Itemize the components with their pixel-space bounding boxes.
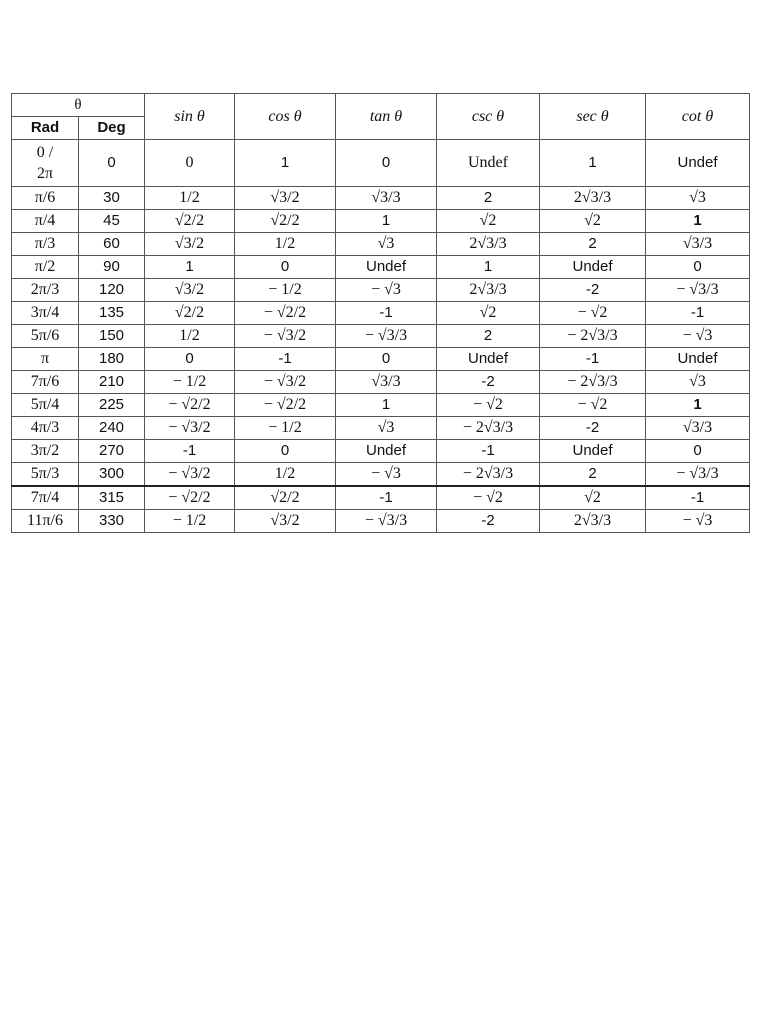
cell-cot: -1 xyxy=(646,486,750,510)
cell-tan: -1 xyxy=(336,302,437,325)
cell-cot: − √3/3 xyxy=(646,279,750,302)
cell-rad: 5π/6 xyxy=(12,325,79,348)
cell-deg: 90 xyxy=(79,256,145,279)
table-row xyxy=(12,279,750,302)
cell-sec: 1 xyxy=(540,140,646,187)
cell-csc: 2 xyxy=(437,325,540,348)
cell-sec: -1 xyxy=(540,348,646,371)
cell-sec: − 2√3/3 xyxy=(540,371,646,394)
cell-cot: √3/3 xyxy=(646,417,750,440)
table-row xyxy=(12,486,750,510)
cell-sin: 1/2 xyxy=(145,187,235,210)
cell-rad: 7π/6 xyxy=(12,371,79,394)
cell-sin: 0 xyxy=(145,348,235,371)
cell-rad: 3π/2 xyxy=(12,440,79,463)
cell-sec: √2 xyxy=(540,210,646,233)
cell-tan: -1 xyxy=(336,486,437,510)
cell-deg: 240 xyxy=(79,417,145,440)
cell-cos: 1/2 xyxy=(235,233,336,256)
trig-values-table xyxy=(11,93,750,533)
table-row xyxy=(12,256,750,279)
cell-sec: 2 xyxy=(540,233,646,256)
cell-cos: 1 xyxy=(235,140,336,187)
cell-tan: − √3/3 xyxy=(336,510,437,533)
cell-sec: √2 xyxy=(540,486,646,510)
table-row xyxy=(12,510,750,533)
cell-cos: − √2/2 xyxy=(235,394,336,417)
cell-sec: Undef xyxy=(540,440,646,463)
cell-sec: − √2 xyxy=(540,394,646,417)
header-cos: cos θ xyxy=(235,94,336,140)
table-row xyxy=(12,325,750,348)
header-sec: sec θ xyxy=(540,94,646,140)
cell-rad: 11π/6 xyxy=(12,510,79,533)
cell-sin: √3/2 xyxy=(145,279,235,302)
cell-cot: √3 xyxy=(646,187,750,210)
cell-sin: √3/2 xyxy=(145,233,235,256)
cell-tan: − √3 xyxy=(336,463,437,487)
cell-sec: -2 xyxy=(540,417,646,440)
cell-csc: Undef xyxy=(437,140,540,187)
cell-rad: π/4 xyxy=(12,210,79,233)
cell-csc: 2√3/3 xyxy=(437,279,540,302)
cell-deg: 225 xyxy=(79,394,145,417)
cell-rad: 7π/4 xyxy=(12,486,79,510)
cell-rad: π/2 xyxy=(12,256,79,279)
cell-csc: -2 xyxy=(437,371,540,394)
cell-cot: − √3 xyxy=(646,325,750,348)
cell-cos: √3/2 xyxy=(235,510,336,533)
cell-cot: √3 xyxy=(646,371,750,394)
cell-cos: − 1/2 xyxy=(235,279,336,302)
cell-cot: − √3/3 xyxy=(646,463,750,487)
cell-cos: 0 xyxy=(235,256,336,279)
cell-rad: 0 / 2π xyxy=(12,140,79,187)
cell-cos: 0 xyxy=(235,440,336,463)
cell-cot: √3/3 xyxy=(646,233,750,256)
header-csc: csc θ xyxy=(437,94,540,140)
cell-cot: 0 xyxy=(646,440,750,463)
cell-cos: -1 xyxy=(235,348,336,371)
cell-tan: Undef xyxy=(336,256,437,279)
cell-rad: 5π/3 xyxy=(12,463,79,487)
cell-tan: 0 xyxy=(336,348,437,371)
cell-sec: -2 xyxy=(540,279,646,302)
cell-csc: 2 xyxy=(437,187,540,210)
cell-rad: π xyxy=(12,348,79,371)
cell-cot: 1 xyxy=(646,394,750,417)
cell-tan: 1 xyxy=(336,394,437,417)
cell-deg: 60 xyxy=(79,233,145,256)
cell-cos: √2/2 xyxy=(235,210,336,233)
cell-deg: 0 xyxy=(79,140,145,187)
header-sin: sin θ xyxy=(145,94,235,140)
cell-sec: − 2√3/3 xyxy=(540,325,646,348)
cell-cos: √2/2 xyxy=(235,486,336,510)
table-row xyxy=(12,417,750,440)
cell-csc: Undef xyxy=(437,348,540,371)
table-row xyxy=(12,348,750,371)
cell-deg: 270 xyxy=(79,440,145,463)
cell-csc: √2 xyxy=(437,210,540,233)
cell-rad: 5π/4 xyxy=(12,394,79,417)
cell-sin: 1 xyxy=(145,256,235,279)
cell-sin: − 1/2 xyxy=(145,371,235,394)
cell-cos: − √3/2 xyxy=(235,325,336,348)
cell-sin: − √3/2 xyxy=(145,417,235,440)
cell-csc: − √2 xyxy=(437,394,540,417)
cell-deg: 135 xyxy=(79,302,145,325)
cell-sin: 0 xyxy=(145,140,235,187)
table-row xyxy=(12,302,750,325)
cell-deg: 30 xyxy=(79,187,145,210)
theta-header: θ xyxy=(12,94,145,117)
cell-tan: − √3 xyxy=(336,279,437,302)
cell-tan: √3 xyxy=(336,233,437,256)
cell-deg: 210 xyxy=(79,371,145,394)
cell-cot: Undef xyxy=(646,348,750,371)
cell-rad: 2π/3 xyxy=(12,279,79,302)
cell-tan: √3/3 xyxy=(336,371,437,394)
cell-sin: − √3/2 xyxy=(145,463,235,487)
cell-rad: 4π/3 xyxy=(12,417,79,440)
table-row xyxy=(12,140,750,187)
cell-csc: 1 xyxy=(437,256,540,279)
cell-sec: 2√3/3 xyxy=(540,187,646,210)
table-row xyxy=(12,210,750,233)
cell-sin: √2/2 xyxy=(145,210,235,233)
cell-cos: √3/2 xyxy=(235,187,336,210)
table-row xyxy=(12,371,750,394)
cell-cot: Undef xyxy=(646,140,750,187)
cell-cos: − √3/2 xyxy=(235,371,336,394)
cell-tan: √3/3 xyxy=(336,187,437,210)
cell-csc: -1 xyxy=(437,440,540,463)
table-row xyxy=(12,187,750,210)
cell-tan: 0 xyxy=(336,140,437,187)
cell-sec: Undef xyxy=(540,256,646,279)
cell-sin: − √2/2 xyxy=(145,486,235,510)
cell-deg: 330 xyxy=(79,510,145,533)
cell-csc: 2√3/3 xyxy=(437,233,540,256)
cell-csc: − √2 xyxy=(437,486,540,510)
cell-csc: √2 xyxy=(437,302,540,325)
cell-tan: 1 xyxy=(336,210,437,233)
table-body xyxy=(12,140,750,533)
cell-cot: − √3 xyxy=(646,510,750,533)
table-row xyxy=(12,233,750,256)
header-deg: Deg xyxy=(79,117,145,140)
cell-sin: − √2/2 xyxy=(145,394,235,417)
cell-tan: − √3/3 xyxy=(336,325,437,348)
cell-sec: 2 xyxy=(540,463,646,487)
cell-deg: 315 xyxy=(79,486,145,510)
cell-rad: 3π/4 xyxy=(12,302,79,325)
cell-cot: 0 xyxy=(646,256,750,279)
cell-rad: π/3 xyxy=(12,233,79,256)
cell-deg: 180 xyxy=(79,348,145,371)
header-tan: tan θ xyxy=(336,94,437,140)
cell-csc: − 2√3/3 xyxy=(437,417,540,440)
cell-cos: − 1/2 xyxy=(235,417,336,440)
cell-deg: 300 xyxy=(79,463,145,487)
cell-cos: 1/2 xyxy=(235,463,336,487)
header-cot: cot θ xyxy=(646,94,750,140)
cell-sec: 2√3/3 xyxy=(540,510,646,533)
cell-tan: √3 xyxy=(336,417,437,440)
cell-cos: − √2/2 xyxy=(235,302,336,325)
cell-sin: √2/2 xyxy=(145,302,235,325)
cell-csc: -2 xyxy=(437,510,540,533)
cell-sin: − 1/2 xyxy=(145,510,235,533)
cell-csc: − 2√3/3 xyxy=(437,463,540,487)
cell-tan: Undef xyxy=(336,440,437,463)
cell-deg: 150 xyxy=(79,325,145,348)
table-row xyxy=(12,440,750,463)
cell-deg: 120 xyxy=(79,279,145,302)
cell-deg: 45 xyxy=(79,210,145,233)
cell-cot: 1 xyxy=(646,210,750,233)
header-rad: Rad xyxy=(12,117,79,140)
cell-rad: π/6 xyxy=(12,187,79,210)
cell-cot: -1 xyxy=(646,302,750,325)
table-row xyxy=(12,463,750,487)
table-row xyxy=(12,394,750,417)
cell-sin: -1 xyxy=(145,440,235,463)
cell-sin: 1/2 xyxy=(145,325,235,348)
cell-sec: − √2 xyxy=(540,302,646,325)
